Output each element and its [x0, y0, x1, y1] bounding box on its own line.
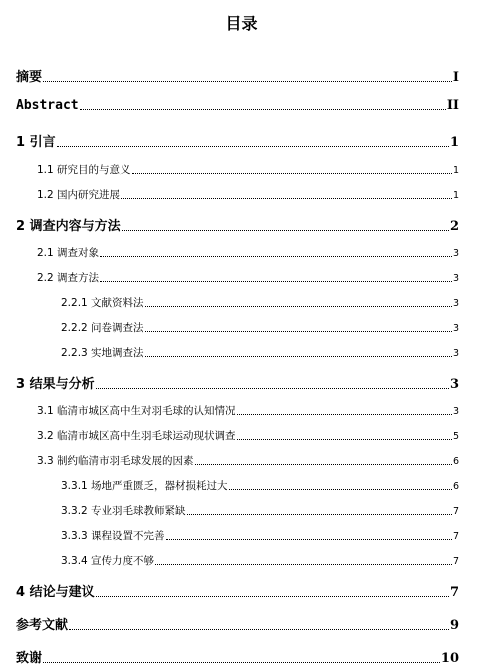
toc-entry-label: 3.3.2 专业羽毛球教师紧缺 — [61, 505, 186, 517]
dot-leader — [122, 230, 449, 231]
toc-entry-label: 2 调查内容与方法 — [16, 219, 121, 234]
dot-leader — [100, 281, 452, 282]
toc-entry-page: 1 — [452, 190, 459, 201]
toc-entry-label: 3.1 临清市城区高中生对羽毛球的认知情况 — [37, 405, 236, 417]
toc-entry-label: 摘要 — [16, 70, 43, 85]
toc-entry-label: 2.1 调查对象 — [37, 247, 100, 259]
toc-entry-page: 3 — [452, 273, 459, 284]
toc-entry-label: 1 引言 — [16, 135, 56, 150]
dot-leader — [121, 198, 452, 199]
dot-leader — [145, 331, 452, 332]
toc-entry-page: 7 — [452, 531, 459, 542]
toc-entry-3-3-2[interactable] — [61, 503, 459, 518]
dot-leader — [187, 514, 452, 515]
toc-entry-3-3-1[interactable] — [61, 478, 459, 493]
toc-entry-label: 3.3.1 场地严重匮乏，器材损耗过大 — [61, 480, 228, 492]
dot-leader — [43, 662, 440, 663]
dot-leader — [132, 173, 452, 174]
toc-entry-2-2-1[interactable] — [61, 295, 459, 310]
toc-entry-page: 7 — [452, 556, 459, 567]
toc-entry-label: 1.1 研究目的与意义 — [37, 164, 131, 176]
toc-entry-references[interactable] — [16, 614, 459, 633]
toc-entry-3-2[interactable] — [37, 428, 459, 443]
dot-leader — [96, 388, 449, 389]
toc-entry-page: 9 — [449, 618, 459, 633]
dot-leader — [145, 356, 452, 357]
toc-entry-page: 5 — [452, 431, 459, 442]
toc-entry-label: 4 结论与建议 — [16, 585, 95, 600]
toc-entry-page: 2 — [449, 219, 459, 234]
toc-entry-3-3[interactable] — [37, 453, 459, 468]
toc-entry-page: 3 — [452, 248, 459, 259]
dot-leader — [69, 629, 449, 630]
dot-leader — [229, 489, 452, 490]
toc-entry-label: 2.2 调查方法 — [37, 272, 100, 284]
toc-entry-label: 3.3.3 课程设置不完善 — [61, 530, 165, 542]
toc-entry-page: 1 — [449, 135, 459, 150]
toc-entry-page: 7 — [452, 506, 459, 517]
page-title: 目录 — [225, 14, 258, 33]
toc-entry-page: I — [452, 70, 459, 85]
toc-entry-label: 2.2.3 实地调查法 — [61, 347, 144, 359]
toc-entry-acknowledgements[interactable] — [16, 647, 459, 666]
toc-entry-2-1[interactable] — [37, 245, 459, 260]
toc-entry-label: 参考文献 — [16, 618, 69, 633]
dot-leader — [96, 596, 449, 597]
toc-entry-page: 1 — [452, 165, 459, 176]
dot-leader — [80, 109, 446, 110]
dot-leader — [237, 439, 452, 440]
toc-entry-label: 3.3.4 宣传力度不够 — [61, 555, 155, 567]
toc-entry-abstract-en[interactable] — [16, 98, 459, 113]
toc-entry-ch3[interactable] — [16, 373, 459, 392]
toc-entry-label: 1.2 国内研究进展 — [37, 189, 121, 201]
toc-entry-ch1[interactable] — [16, 131, 459, 150]
toc-entry-page: 3 — [452, 323, 459, 334]
toc-entry-abstract-cn[interactable] — [16, 66, 459, 85]
dot-leader — [237, 414, 452, 415]
dot-leader — [43, 81, 452, 82]
toc-entry-2-2[interactable] — [37, 270, 459, 285]
toc-entry-1-2[interactable] — [37, 187, 459, 202]
toc-entry-page: 6 — [452, 456, 459, 467]
toc-entry-page: 6 — [452, 481, 459, 492]
toc-entry-label: 3 结果与分析 — [16, 377, 95, 392]
toc-entry-3-3-4[interactable] — [61, 553, 459, 568]
toc-entry-ch4[interactable] — [16, 581, 459, 600]
dot-leader — [100, 256, 452, 257]
toc-entry-page: 3 — [452, 406, 459, 417]
toc-entry-page: 3 — [449, 377, 459, 392]
toc-entry-page: II — [446, 98, 459, 113]
toc-entry-1-1[interactable] — [37, 162, 459, 177]
toc-entry-page: 10 — [440, 651, 459, 666]
toc-entry-label: 2.2.1 文献资料法 — [61, 297, 144, 309]
toc-entry-label: 致谢 — [16, 651, 43, 666]
toc-entry-page: 3 — [452, 348, 459, 359]
toc-entry-3-1[interactable] — [37, 403, 459, 418]
toc-entry-page: 7 — [449, 585, 459, 600]
toc-entry-page: 3 — [452, 298, 459, 309]
dot-leader — [166, 539, 452, 540]
dot-leader — [195, 464, 452, 465]
dot-leader — [155, 564, 452, 565]
toc-entry-2-2-2[interactable] — [61, 320, 459, 335]
dot-leader — [57, 146, 449, 147]
toc-entry-3-3-3[interactable] — [61, 528, 459, 543]
toc-entry-label: 3.3 制约临清市羽毛球发展的因素 — [37, 455, 194, 467]
toc-entry-label: 3.2 临清市城区高中生羽毛球运动现状调查 — [37, 430, 236, 442]
dot-leader — [145, 306, 452, 307]
toc-entry-2-2-3[interactable] — [61, 345, 459, 360]
toc-entry-ch2[interactable] — [16, 215, 459, 234]
toc-entry-label: 2.2.2 问卷调查法 — [61, 322, 144, 334]
toc-entry-label: Abstract — [16, 98, 79, 113]
